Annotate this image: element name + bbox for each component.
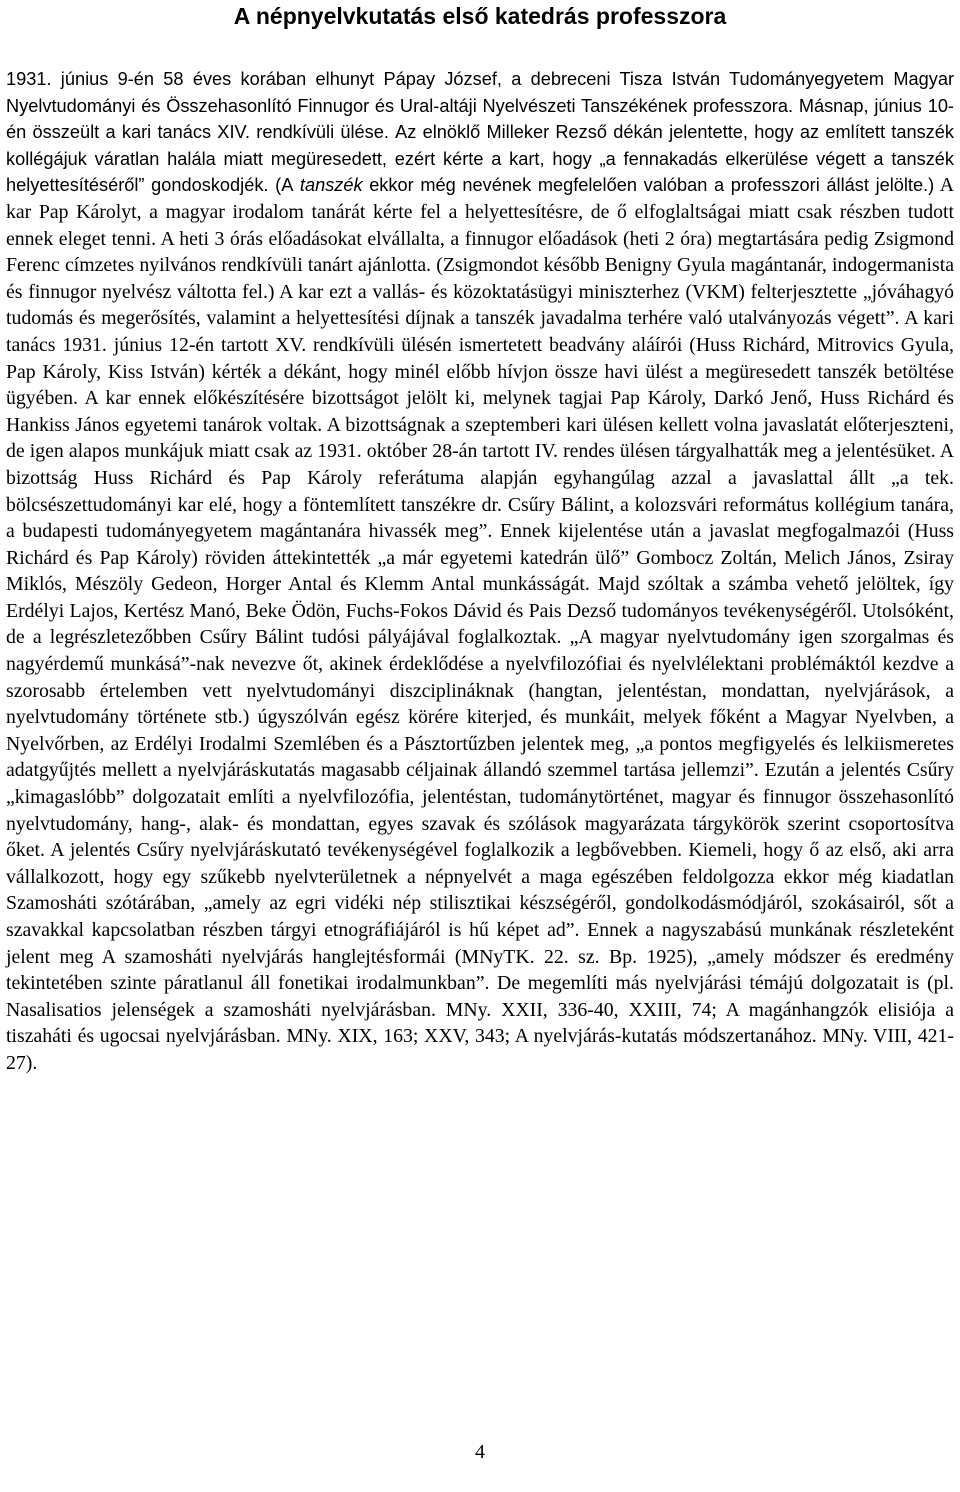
paragraph-opening-text: 1931. június 9-én 58 éves korában elhunyt Pápay József, a debreceni Tisza István Tudományegyetem Magyar Nyelvtudományi és Összehasonlító Finnugor és Ural-altáji Nyelvészeti Tanszékének professzora. Másnap, június 10-én összeült a kari tanács XIV. rendkívüli ülése.: [6, 69, 954, 143]
page-number: 4: [475, 1441, 485, 1463]
paragraph-note-text: ekkor még nevének megfelelően valóban a professzori állást jelölte.): [369, 175, 935, 196]
page-title: A népnyelvkutatás első katedrás professzora: [233, 3, 727, 29]
paragraph-main-text: A kar Pap Károlyt, a magyar irodalom tanárát kérte fel a helyettesítésre, de ő elfoglaltságai miatt csak részben tudott ennek eleget tenni. A heti 3 órás előadásokat elvállalta, a finnugor előadások (heti 2 óra) megtartására pedig Zsigmond Ferenc címzetes nyilvános rendkívüli tanárt ajánlotta. (Zsigmondot később Benigny Gyula magántanár, indogermanista és finnugor nyelvész váltotta fel.) A kar ezt a vallás- és közoktatásügyi miniszterhez (VKM) felterjesztette „jóváhagyó tudomás és megerősítés, valamint a helyettesítési díjnak a tanszék javadalma terhére való utalványozás végett”. A kari tanács 1931. június 12-én tartott XV. rendkívüli ülésén ismertetett beadvány aláírói (Huss Richárd, Mitrovics Gyula, Pap Károly, Kiss István) kérték a dékánt, hogy minél előbb hívjon össze havi ülést a megüresedett tanszék betöltése ügyében. A kar ennek előkészítésére bizottságot jelölt ki, melynek tagjai Pap Károly, Darkó Jenő, Huss Richárd és Hankiss János egyetemi tanárok voltak. A bizottságnak a szeptemberi kari ülésen kellett volna javaslatát előterjeszteni, de igen alapos munkájuk miatt csak az 1931. október 28-án tartott IV. rendes ülésen tárgyalhatták meg a jelentésüket. A bizottság Huss Richárd és Pap Károly referátuma alapján egyhangúlag azzal a javaslattal állt „a tek. bölcsészettudományi kar elé, hogy a föntemlített tanszékre dr. Csűry Bálint, a kolozsvári református kollégium tanára, a budapesti tudományegyetem magántanára hivassék meg”. Ennek kijelentése után a javaslat megfogalmazói (Huss Richárd és Pap Károly) röviden áttekintették „a már egyetemi katedrán ülő” Gombocz Zoltán, Melich János, Zsiray Miklós, Mészöly Gedeon, Horger Antal és Klemm Antal munkásságát. Majd szóltak a számba vehető jelöltek, így Erdélyi Lajos, Kertész Manó, Beke Ödön, Fuchs-Fokos Dávid és Pais Dezső tudományos tevékenységéről. Utolsóként, de a legrészletezőbben Csűry Bálint tudósi pályájával foglalkoztak. „A magyar nyelvtudomány igen szorgalmas és nagyérdemű munkásá”-nak nevezve őt, akinek érdeklődése a nyelvfilozófiai és nyelvlélektani problémáktól kezdve a szorosabb értelemben vett nyelvtudományi diszciplináknak (hangtan, jelentéstan, mondattan, nyelvjárások, a nyelvtudomány története stb.) úgyszólván egész körére kiterjed, és munkáit, melyek főként a Magyar Nyelvben, a Nyelvőrben, az Erdélyi Irodalmi Szemlében és a Pásztortűzben jelentek meg, „a pontos megfigyelés és lelkiismeretes adatgyűjtés mellett a nyelvjáráskutatás magasabb céljainak állandó szemmel tartása jellemzi”. Ezután a jelentés Csűry „kimagaslóbb” dolgozatait említi a nyelvfilozófia, jelentéstan, tudománytörténet, magyar és finnugor összehasonlító nyelvtudomány, hang-, alak- és mondattan, egyes szavak és szólások magyarázata tárgykörök szerint csoportosítva őket. A jelentés Csűry nyelvjáráskutató tevékenységével foglalkozik a legbővebben. Kiemeli, hogy ő az első, aki arra vállalkozott, hogy egy szűkebb nyelvterületnek a népnyelvét a maga egészében feldolgozza ekkor még kiadatlan Szamosháti szótárában, „amely az egri vidéki nép stilisztikai készségéről, gondolkodásmódjáról, szokásairól, sőt a szavakkal kapcsolatban részben tárgyi etnográfiájáról is hű képet ad”. Ennek a nagyszabású munkának részleteként jelent meg A szamosháti nyelvjárás hanglejtésformái (MNyTK. 22. sz. Bp. 1925), „amely módszer és eredmény tekintetében szinte páratlanul áll fonetikai irodalmunkban”. De megemlíti más nyelvjárási témájú dolgozatait is (pl. Nasalisatios jelenségek a szamosháti nyelvjárásban. MNy. XXII, 336-40, XXIII, 74; A magánhangzók elisiója a tiszaháti és ugocsai nyelvjárásban. MNy. XIX, 163; XXV, 343; A nyelvjárás-kutatás módszertanához. MNy. VIII, 421-27).: [6, 174, 954, 1074]
paragraph-dean-report-text: Az elnöklő Milleker Rezső dékán jelentette, hogy az említett tanszék kollégájuk váratlan halála miatt megüresedett, ezért kérte a kart, hogy „a fennakadás elkerülése végett a tanszék helyettesítéséről” gondoskodjék. (A: [6, 122, 954, 196]
body-paragraph: [6, 66, 954, 1077]
italic-term: tanszék: [299, 175, 363, 196]
